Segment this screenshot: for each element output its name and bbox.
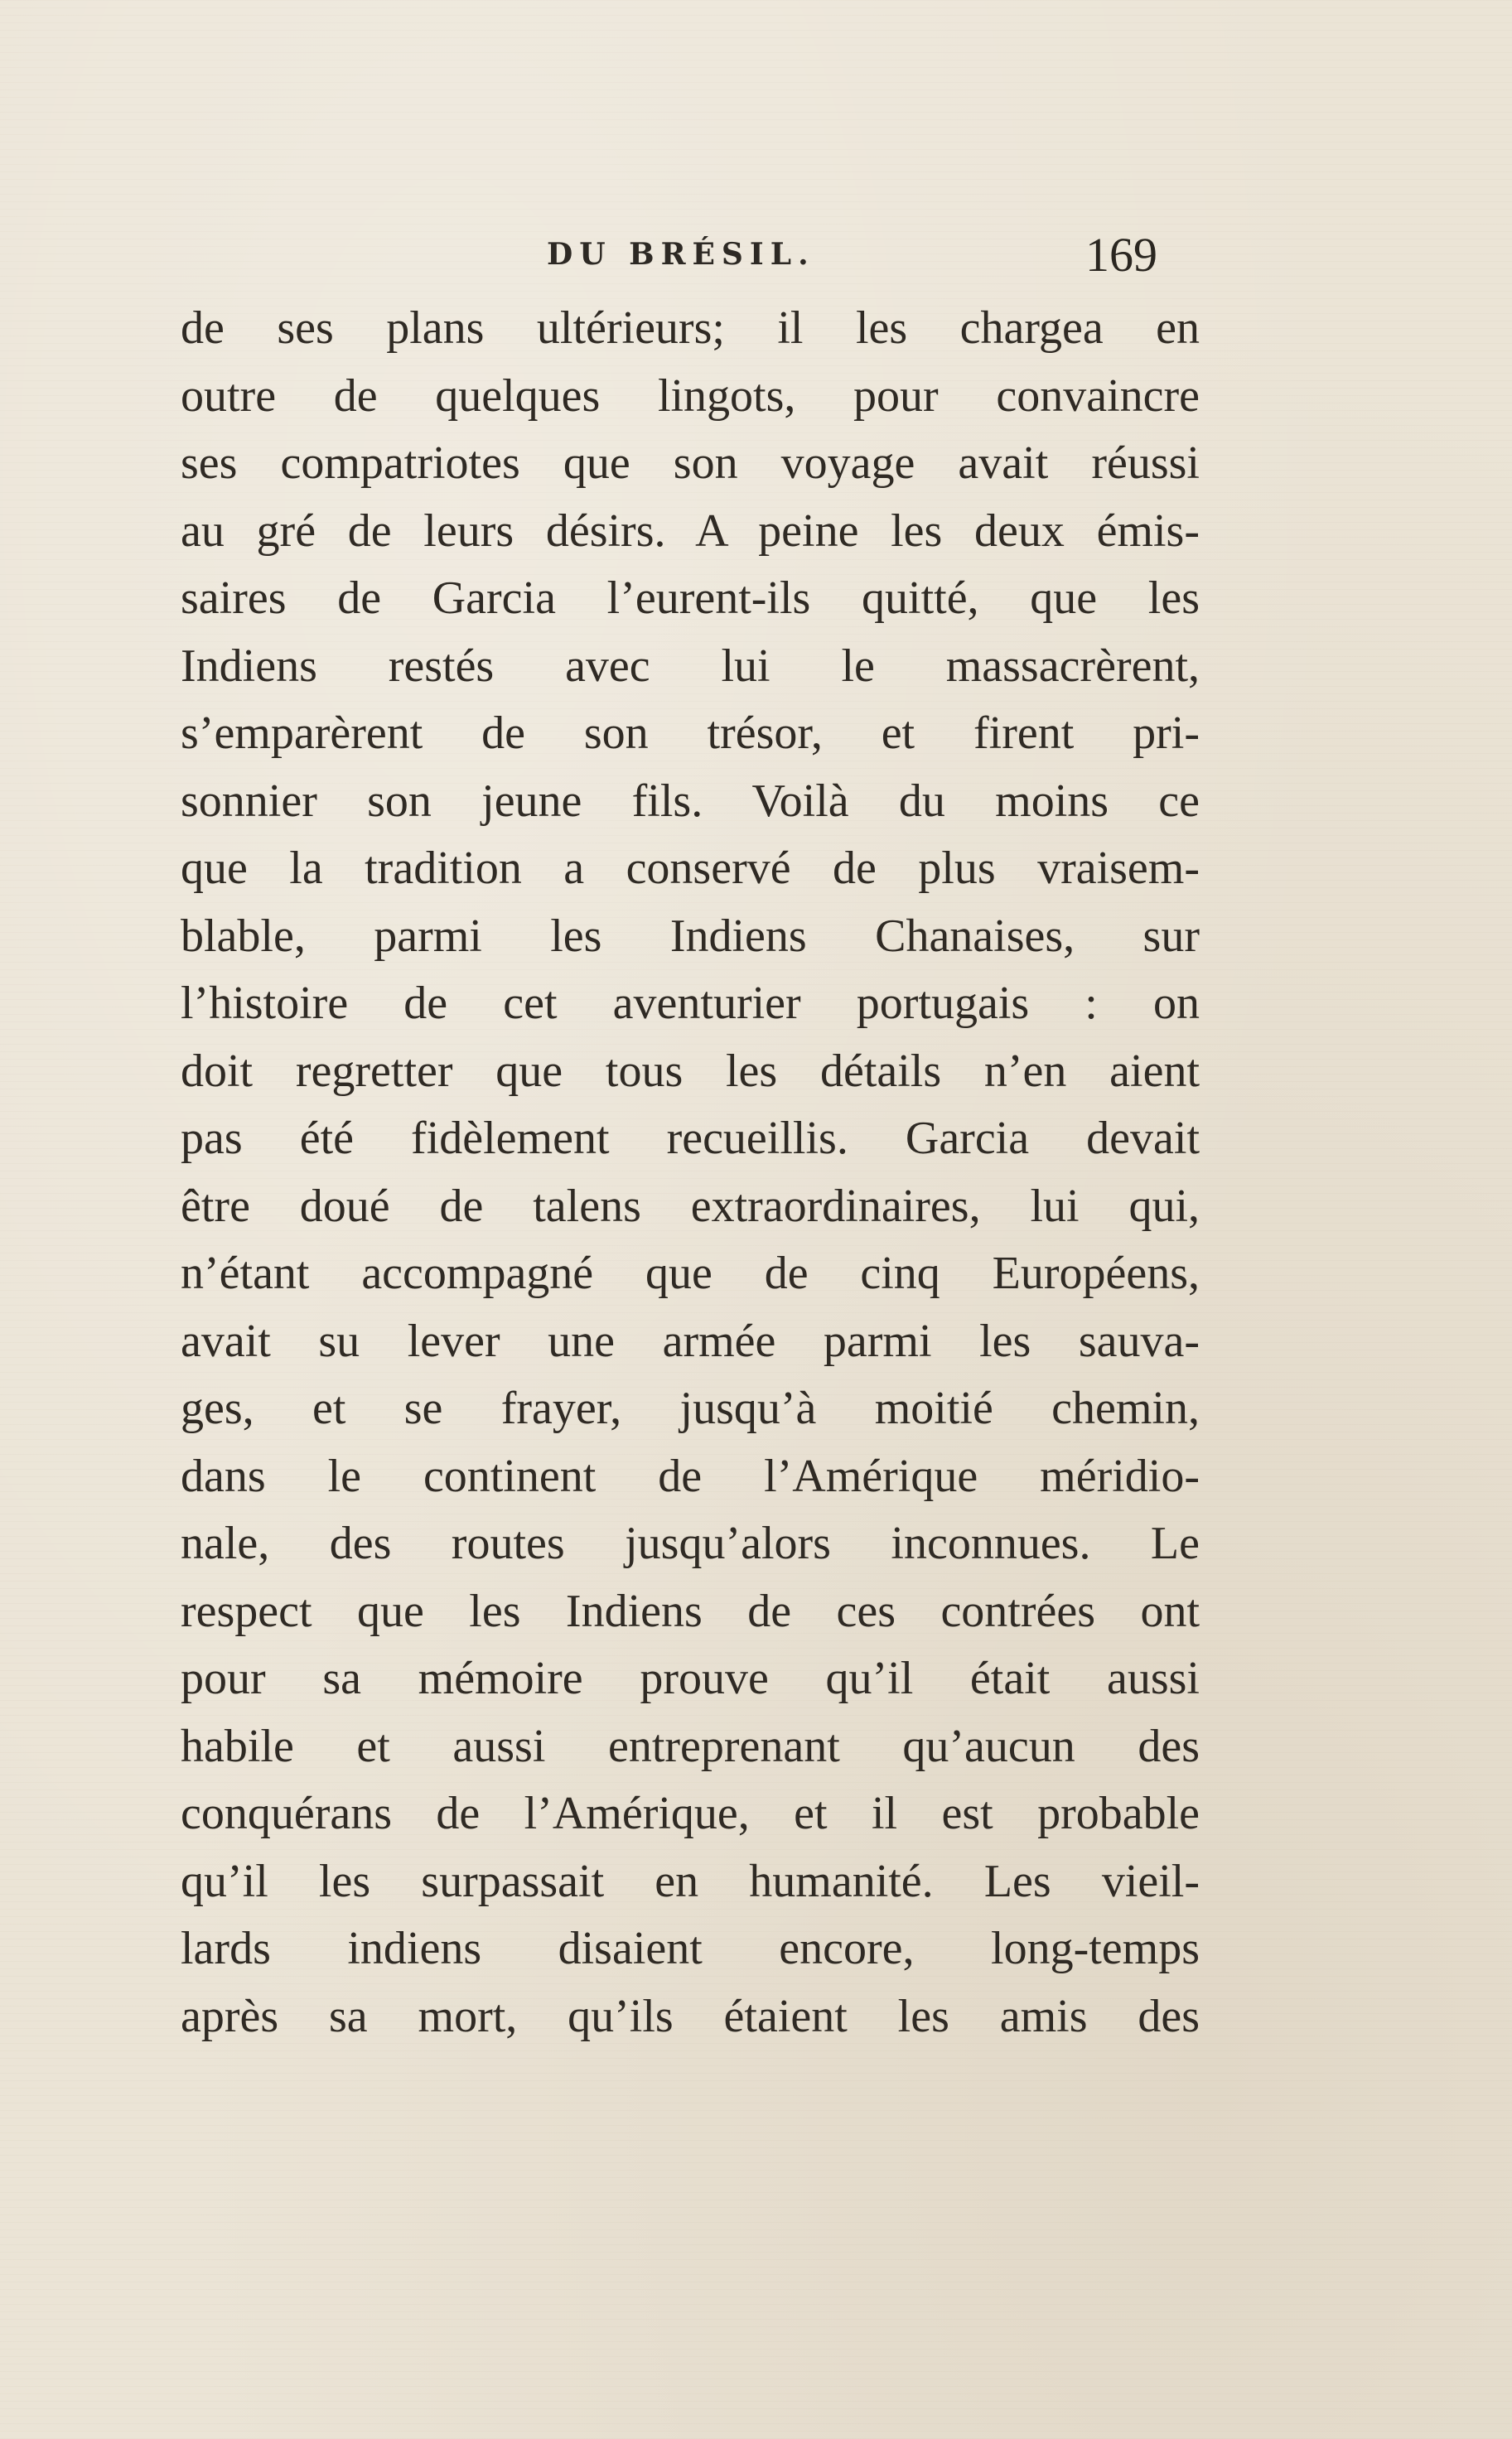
text-line: nale, des routes jusqu’alors inconnues. Le: [181, 1518, 1200, 1569]
text-line: conquérans de l’Amérique, et il est probable: [181, 1788, 1200, 1839]
text-line: Indiens restés avec lui le massacrèrent,: [181, 640, 1200, 692]
text-line: s’emparèrent de son trésor, et firent pri-: [181, 708, 1200, 759]
text-line: pour sa mémoire prouve qu’il était aussi: [181, 1653, 1200, 1704]
text-line: que la tradition a conservé de plus vraisem-: [181, 843, 1200, 894]
running-head: [0, 222, 1512, 288]
text-line: au gré de leurs désirs. A peine les deux émis-: [181, 505, 1200, 557]
text-line: dans le continent de l’Amérique méridio-: [181, 1450, 1200, 1502]
text-line: outre de quelques lingots, pour convaincre: [181, 369, 1200, 422]
text-line: l’histoire de cet aventurier portugais : on: [181, 978, 1200, 1029]
text-line: avait su lever une armée parmi les sauva-: [181, 1315, 1200, 1367]
text-line: sonnier son jeune fils. Voilà du moins ce: [181, 775, 1200, 827]
page-number: 169: [1085, 228, 1157, 282]
text-line: doit regretter que tous les détails n’en aient: [181, 1045, 1200, 1097]
text-line: qu’il les surpassait en humanité. Les vieil-: [181, 1855, 1200, 1907]
text-line: saires de Garcia l’eurent-ils quitté, que les: [181, 572, 1200, 624]
text-line: être doué de talens extraordinaires, lui qui,: [181, 1180, 1200, 1232]
text-line: ges, et se frayer, jusqu’à moitié chemin,: [181, 1383, 1200, 1434]
text-line: blable, parmi les Indiens Chanaises, sur: [181, 910, 1200, 962]
running-title: DU BRÉSIL.: [547, 237, 815, 272]
text-line: respect que les Indiens de ces contrées ont: [181, 1585, 1200, 1637]
body-text: [181, 295, 1200, 2050]
text-line: après sa mort, qu’ils étaient les amis des: [181, 1990, 1200, 2042]
text-line: ses compatriotes que son voyage avait réussi: [181, 437, 1200, 489]
text-line: lards indiens disaient encore, long-temps: [181, 1923, 1200, 1974]
text-line: pas été fidèlement recueillis. Garcia devait: [181, 1113, 1200, 1164]
text-line: de ses plans ultérieurs; il les chargea en: [181, 302, 1200, 354]
text-line: n’étant accompagné que de cinq Européens,: [181, 1248, 1200, 1299]
text-line: habile et aussi entreprenant qu’aucun des: [181, 1720, 1200, 1772]
